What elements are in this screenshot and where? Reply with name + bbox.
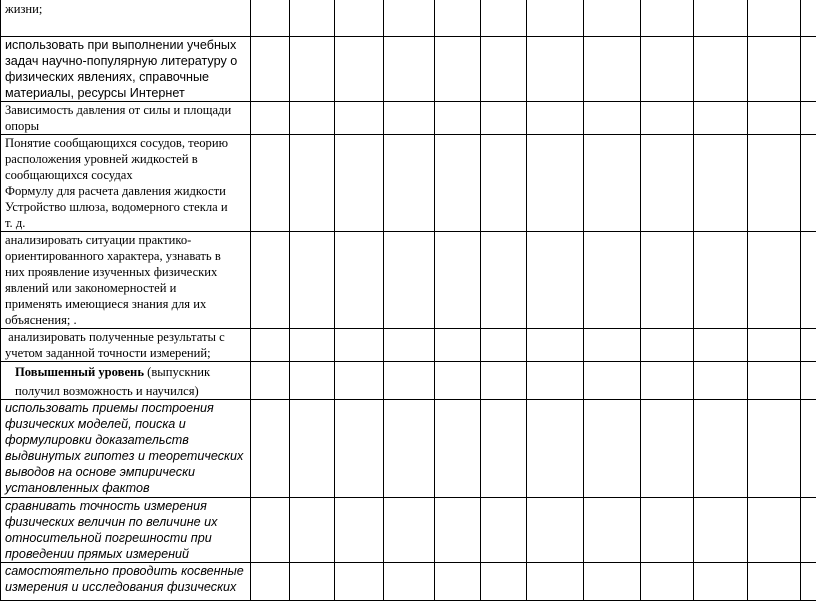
empty-cell: [801, 37, 816, 102]
empty-cell: [748, 329, 801, 362]
empty-cell: [251, 329, 290, 362]
empty-cell: [384, 0, 435, 37]
cell-text-line: Устройство шлюза, водомерного стекла и: [5, 199, 248, 215]
empty-cell: [384, 37, 435, 102]
empty-cell: [481, 135, 527, 232]
table-row: [1, 0, 816, 37]
empty-cell: [527, 362, 584, 400]
table-row: [1, 135, 816, 232]
empty-cell: [584, 37, 641, 102]
empty-cell: [335, 135, 384, 232]
empty-cell: [641, 135, 694, 232]
empty-cell: [384, 563, 435, 601]
cell-text-line: т. д.: [5, 215, 248, 231]
empty-cell: [748, 232, 801, 329]
empty-cell: [290, 0, 335, 37]
empty-cell: [748, 135, 801, 232]
cell-text-line: жизни;: [5, 1, 248, 17]
cell-text-line: Зависимость давления от силы и площади: [5, 102, 248, 118]
empty-cell: [527, 135, 584, 232]
empty-cell: [641, 102, 694, 135]
cell-text-line: физических величин по величине их: [5, 514, 248, 530]
empty-cell: [290, 135, 335, 232]
cell-text-line: формулировки доказательств: [5, 432, 248, 448]
empty-cell: [641, 0, 694, 37]
empty-cell: [290, 329, 335, 362]
criteria-cell: [1, 563, 251, 601]
cell-text-line: анализировать ситуации практико-: [5, 232, 248, 248]
criteria-cell: [1, 400, 251, 498]
empty-cell: [290, 232, 335, 329]
level-heading: [15, 364, 248, 380]
empty-cell: [527, 329, 584, 362]
table-row: [1, 362, 816, 400]
empty-cell: [641, 362, 694, 400]
empty-cell: [584, 329, 641, 362]
empty-cell: [584, 563, 641, 601]
empty-cell: [694, 563, 748, 601]
empty-cell: [435, 563, 481, 601]
empty-cell: [527, 102, 584, 135]
empty-cell: [748, 400, 801, 498]
empty-cell: [801, 135, 816, 232]
criteria-cell: [1, 0, 251, 37]
empty-cell: [748, 498, 801, 563]
empty-cell: [335, 362, 384, 400]
table-row: [1, 232, 816, 329]
empty-cell: [384, 362, 435, 400]
empty-cell: [481, 232, 527, 329]
empty-cell: [801, 498, 816, 563]
cell-text-line: использовать приемы построения: [5, 400, 248, 416]
empty-cell: [290, 563, 335, 601]
empty-cell: [335, 329, 384, 362]
empty-cell: [481, 37, 527, 102]
empty-cell: [335, 400, 384, 498]
empty-cell: [527, 498, 584, 563]
empty-cell: [481, 102, 527, 135]
empty-cell: [527, 232, 584, 329]
cell-text-line: выдвинутых гипотез и теоретических: [5, 448, 248, 464]
empty-cell: [641, 563, 694, 601]
cell-text-line: сообщающихся сосудах: [5, 167, 248, 183]
empty-cell: [694, 362, 748, 400]
criteria-cell: [1, 498, 251, 563]
empty-cell: [584, 135, 641, 232]
cell-text-line: учетом заданной точности измерений;: [5, 345, 248, 361]
empty-cell: [694, 498, 748, 563]
table-row: [1, 37, 816, 102]
empty-cell: [641, 37, 694, 102]
empty-cell: [290, 102, 335, 135]
cell-text-line: измерения и исследования физических: [5, 579, 248, 595]
cell-text-line: физических моделей, поиска и: [5, 416, 248, 432]
empty-cell: [251, 37, 290, 102]
empty-cell: [384, 400, 435, 498]
empty-cell: [694, 37, 748, 102]
empty-cell: [801, 0, 816, 37]
empty-cell: [801, 102, 816, 135]
empty-cell: [527, 37, 584, 102]
empty-cell: [335, 563, 384, 601]
empty-cell: [694, 400, 748, 498]
empty-cell: [801, 400, 816, 498]
empty-cell: [435, 498, 481, 563]
cell-text-line: сравнивать точность измерения: [5, 498, 248, 514]
empty-cell: [435, 37, 481, 102]
empty-cell: [481, 563, 527, 601]
empty-cell: [748, 102, 801, 135]
criteria-cell: [1, 37, 251, 102]
empty-cell: [435, 232, 481, 329]
cell-text-line: них проявление изученных физических: [5, 264, 248, 280]
empty-cell: [290, 400, 335, 498]
empty-cell: [251, 0, 290, 37]
empty-cell: [801, 329, 816, 362]
empty-cell: [435, 400, 481, 498]
empty-cell: [801, 232, 816, 329]
cell-text-line: самостоятельно проводить косвенные: [5, 563, 248, 579]
empty-cell: [481, 362, 527, 400]
empty-cell: [641, 498, 694, 563]
level-heading-line2: получил возможность и научился): [15, 380, 248, 399]
empty-cell: [527, 563, 584, 601]
empty-cell: [694, 329, 748, 362]
empty-cell: [335, 0, 384, 37]
empty-cell: [694, 102, 748, 135]
empty-cell: [801, 362, 816, 400]
empty-cell: [251, 400, 290, 498]
cell-text-line: использовать при выполнении учебных: [5, 37, 248, 53]
empty-cell: [335, 498, 384, 563]
empty-cell: [694, 232, 748, 329]
empty-cell: [335, 102, 384, 135]
empty-cell: [481, 498, 527, 563]
empty-cell: [641, 232, 694, 329]
criteria-cell: [1, 232, 251, 329]
empty-cell: [584, 232, 641, 329]
criteria-cell: [1, 102, 251, 135]
cell-text-line: расположения уровней жидкостей в: [5, 151, 248, 167]
empty-cell: [748, 37, 801, 102]
empty-cell: [748, 0, 801, 37]
empty-cell: [801, 563, 816, 601]
criteria-cell: [1, 362, 251, 400]
cell-text-line: Понятие сообщающихся сосудов, теорию: [5, 135, 248, 151]
empty-cell: [641, 329, 694, 362]
empty-cell: [481, 329, 527, 362]
empty-cell: [527, 0, 584, 37]
cell-text-line: объяснения; .: [5, 312, 248, 328]
empty-cell: [527, 400, 584, 498]
cell-text-line: материалы, ресурсы Интернет: [5, 85, 248, 101]
empty-cell: [290, 37, 335, 102]
level-heading-bold: Повышенный уровень: [15, 365, 144, 379]
empty-cell: [335, 232, 384, 329]
empty-cell: [435, 102, 481, 135]
cell-text-line: явлений или закономерностей и: [5, 280, 248, 296]
empty-cell: [384, 232, 435, 329]
empty-cell: [748, 362, 801, 400]
cell-text-line: относительной погрешности при: [5, 530, 248, 546]
table-row: [1, 400, 816, 498]
empty-cell: [335, 37, 384, 102]
cell-text-line: применять имеющиеся знания для их: [5, 296, 248, 312]
empty-cell: [251, 362, 290, 400]
cell-text-line: физических явлениях, справочные: [5, 69, 248, 85]
empty-cell: [384, 498, 435, 563]
empty-cell: [251, 563, 290, 601]
empty-cell: [641, 400, 694, 498]
empty-cell: [435, 0, 481, 37]
empty-cell: [251, 498, 290, 563]
empty-cell: [481, 0, 527, 37]
empty-cell: [694, 0, 748, 37]
cell-text-line: Формулу для расчета давления жидкости: [5, 183, 248, 199]
cell-text-line: проведении прямых измерений: [5, 546, 248, 562]
empty-cell: [290, 498, 335, 563]
empty-cell: [435, 362, 481, 400]
empty-cell: [481, 400, 527, 498]
criteria-cell: [1, 329, 251, 362]
cell-text-line: выводов на основе эмпирически: [5, 464, 248, 480]
empty-cell: [251, 232, 290, 329]
empty-cell: [435, 135, 481, 232]
level-heading-rest: (выпускник: [144, 365, 210, 379]
empty-cell: [251, 102, 290, 135]
empty-cell: [694, 135, 748, 232]
empty-cell: [584, 498, 641, 563]
empty-cell: [748, 563, 801, 601]
table-row: [1, 329, 816, 362]
table-row: [1, 102, 816, 135]
empty-cell: [384, 329, 435, 362]
empty-cell: [251, 135, 290, 232]
empty-cell: [584, 400, 641, 498]
table-row: [1, 563, 816, 601]
cell-text-line: установленных фактов: [5, 480, 248, 496]
criteria-cell: [1, 135, 251, 232]
empty-cell: [435, 329, 481, 362]
table-row: [1, 498, 816, 563]
cell-text-line: опоры: [5, 118, 248, 134]
empty-cell: [584, 362, 641, 400]
empty-cell: [584, 102, 641, 135]
cell-text-line: ориентированного характера, узнавать в: [5, 248, 248, 264]
empty-cell: [384, 135, 435, 232]
empty-cell: [290, 362, 335, 400]
empty-cell: [584, 0, 641, 37]
cell-text-line: анализировать полученные результаты с: [5, 329, 248, 345]
cell-text-line: задач научно-популярную литературу о: [5, 53, 248, 69]
empty-cell: [384, 102, 435, 135]
